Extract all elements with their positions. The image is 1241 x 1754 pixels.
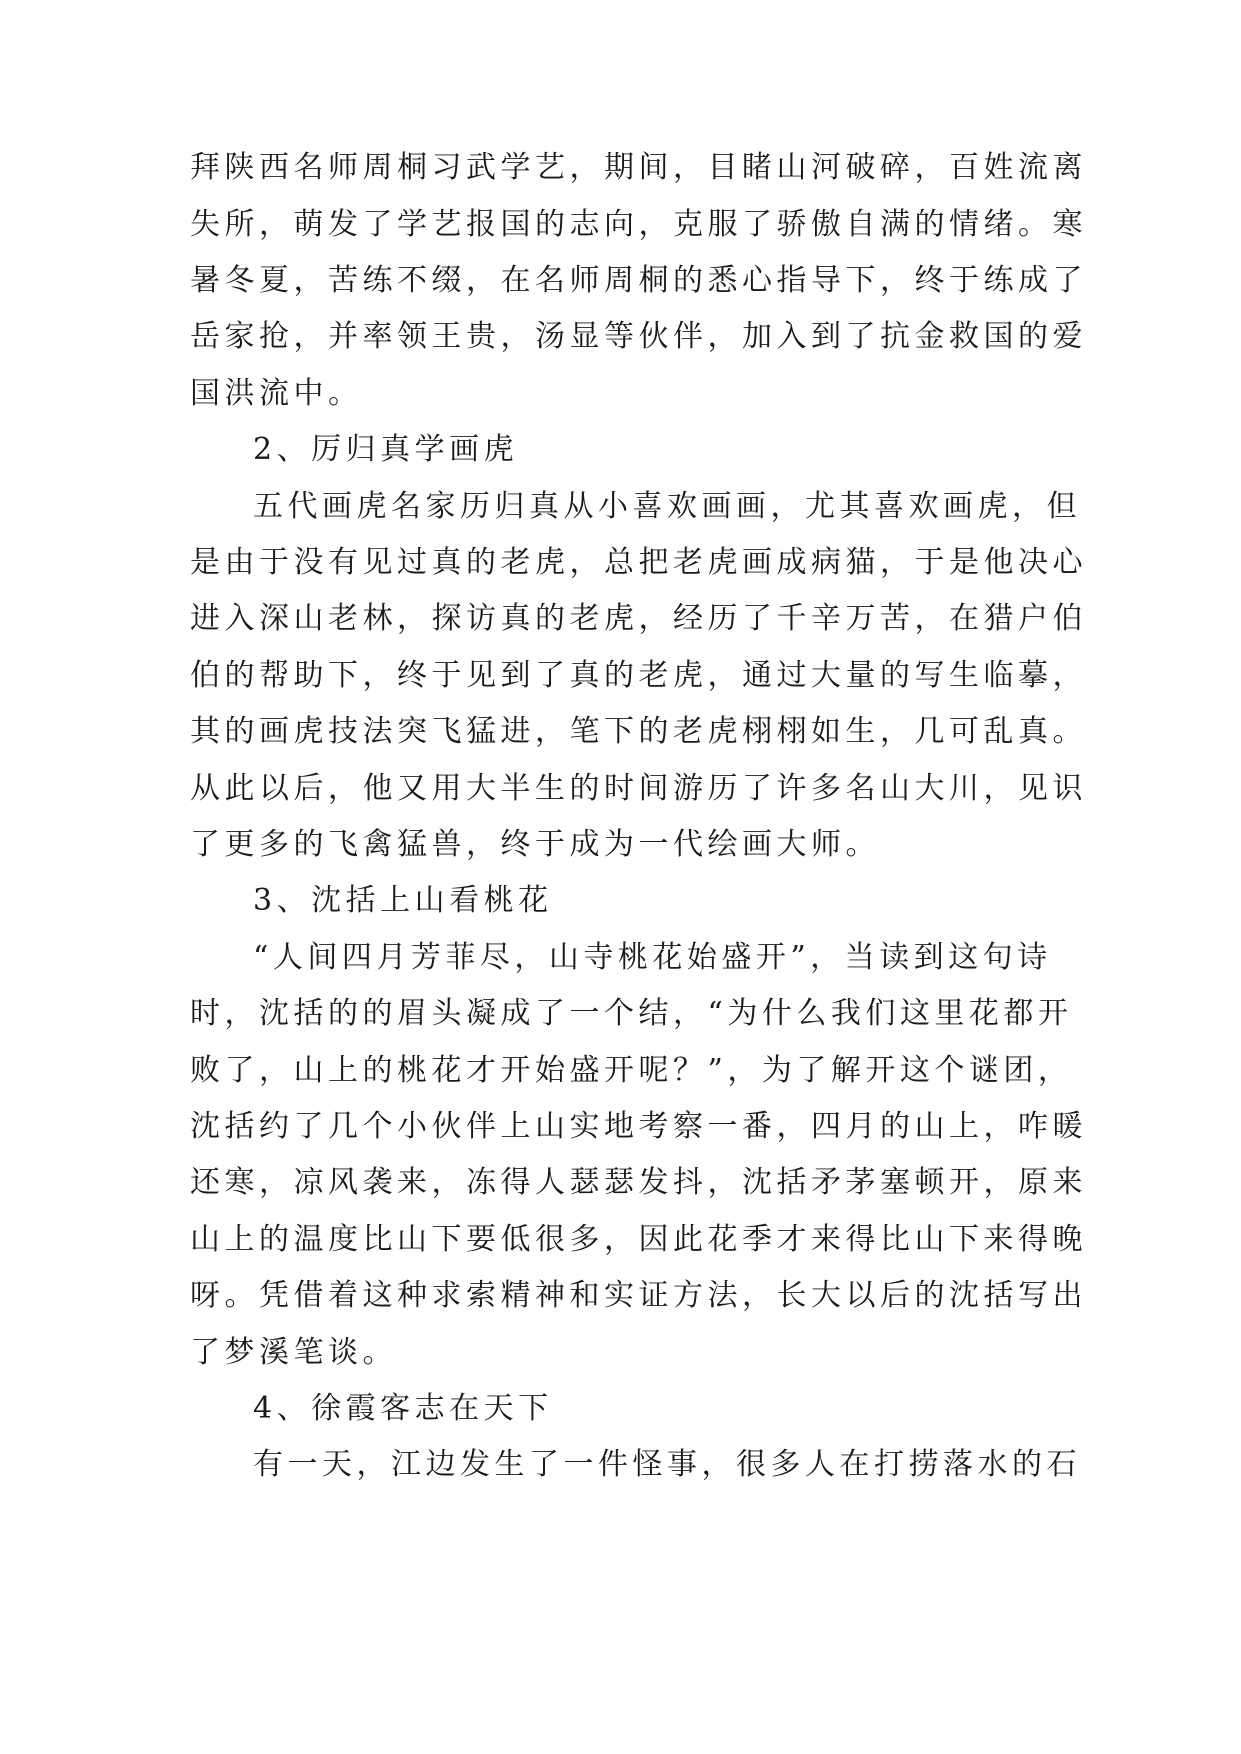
section-heading: 3、沈括上山看桃花 bbox=[253, 883, 553, 918]
paragraph-line: 暑冬夏，苦练不缀，在名师周桐的悉心指导下，终于练成了 bbox=[190, 263, 1087, 298]
paragraph-line: 了更多的飞禽猛兽，终于成为一代绘画大师。 bbox=[190, 827, 880, 862]
section-heading: 2、厉归真学画虎 bbox=[253, 432, 519, 467]
paragraph-line: 呀。凭借着这种求索精神和实证方法，长大以后的沈括写出 bbox=[190, 1278, 1087, 1313]
paragraph-line: 还寒，凉风袭来，冻得人瑟瑟发抖，沈括矛茅塞顿开，原来 bbox=[190, 1165, 1087, 1200]
paragraph-line: 山上的温度比山下要低很多，因此花季才来得比山下来得晚 bbox=[190, 1222, 1087, 1257]
paragraph-line: 失所，萌发了学艺报国的志向，克服了骄傲自满的情绪。寒 bbox=[190, 207, 1087, 242]
paragraph-line: “人间四月芳菲尽，山寺桃花始盛开”，当读到这句诗 bbox=[253, 940, 1052, 975]
paragraph-line: 其的画虎技法突飞猛进，笔下的老虎栩栩如生，几可乱真。 bbox=[190, 714, 1087, 749]
paragraph-line: 国洪流中。 bbox=[190, 376, 363, 411]
paragraph-line: 时，沈括的的眉头凝成了一个结，“为什么我们这里花都开 bbox=[190, 996, 1073, 1031]
paragraph-line: 进入深山老林，探访真的老虎，经历了千辛万苦，在猎户伯 bbox=[190, 601, 1087, 636]
paragraph-line: 了梦溪笔谈。 bbox=[190, 1335, 397, 1370]
paragraph-line: 沈括约了几个小伙伴上山实地考察一番，四月的山上，咋暖 bbox=[190, 1109, 1087, 1144]
paragraph-line: 拜陕西名师周桐习武学艺，期间，目睹山河破碎，百姓流离 bbox=[190, 150, 1087, 185]
paragraph-line: 五代画虎名家历归真从小喜欢画画，尤其喜欢画虎，但 bbox=[253, 489, 1081, 524]
section-heading: 4、徐霞客志在天下 bbox=[253, 1391, 553, 1426]
paragraph-line: 是由于没有见过真的老虎，总把老虎画成病猫，于是他决心 bbox=[190, 545, 1087, 580]
paragraph-line: 从此以后，他又用大半生的时间游历了许多名山大川，见识 bbox=[190, 771, 1087, 806]
paragraph-line: 有一天，江边发生了一件怪事，很多人在打捞落水的石 bbox=[253, 1447, 1081, 1482]
paragraph-line: 岳家抢，并率领王贵，汤显等伙伴，加入到了抗金救国的爱 bbox=[190, 319, 1087, 354]
paragraph-line: 败了，山上的桃花才开始盛开呢？”，为了解开这个谜团， bbox=[190, 1053, 1073, 1088]
paragraph-line: 伯的帮助下，终于见到了真的老虎，通过大量的写生临摹， bbox=[190, 658, 1087, 693]
